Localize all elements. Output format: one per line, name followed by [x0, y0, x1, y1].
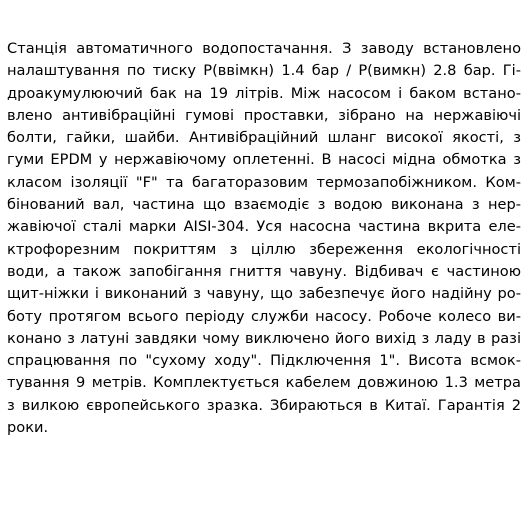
description-line: ктрофорезним покриттям з ціллю збереження екологічності: [7, 240, 521, 258]
description-line: Станція автоматичного водопостачання. З заводу встановлено: [7, 40, 521, 57]
description-line: роки.: [7, 419, 49, 437]
product-description: [7, 38, 521, 439]
description-line: води, а також запобігання гниття чавуну. Відбивач є частиною: [7, 262, 521, 280]
description-line: спрацювання по "сухому ходу". Підключення 1". Висота всмок-: [7, 352, 521, 370]
description-line: конано з латуні завдяки чому виключено його вихід з ладу в разі: [7, 329, 521, 347]
description-line: щит-ніжки і виконаний з чавуну, що забезпечує його надійну ро-: [7, 285, 521, 303]
description-line: класом ізоляції "F" та багаторазовим термозапобіжником. Ком-: [7, 173, 521, 191]
description-line: жавіючої сталі марки AISI-304. Уся насосна частина вкрита еле-: [7, 218, 521, 236]
description-line: влено антивібраційні гумові проставки, зібрано на нержавіючі: [7, 106, 521, 124]
description-line: гуми EPDM у нержавіючому оплетенні. В насосі мідна обмотка з: [7, 151, 521, 169]
description-line: налаштування по тиску Р(ввімкн) 1.4 бар / Р(вимкн) 2.8 бар. Гі-: [7, 62, 521, 80]
description-line: дроакумулюючий бак на 19 літрів. Між насосом і баком встано-: [7, 84, 521, 102]
description-line: тування 9 метрів. Комплектується кабелем довжиною 1.3 метра: [7, 374, 521, 392]
description-line: бінований вал, частина що взаємодіє з водою виконана з нер-: [7, 196, 521, 214]
description-line: боту протягом всього періоду служби насосу. Робоче колесо ви-: [7, 307, 521, 325]
description-line: болти, гайки, шайби. Антивібраційний шланг високої якості, з: [7, 129, 521, 147]
description-line: з вилкою європейського зразка. Збираються в Китаї. Гарантія 2: [7, 396, 521, 414]
